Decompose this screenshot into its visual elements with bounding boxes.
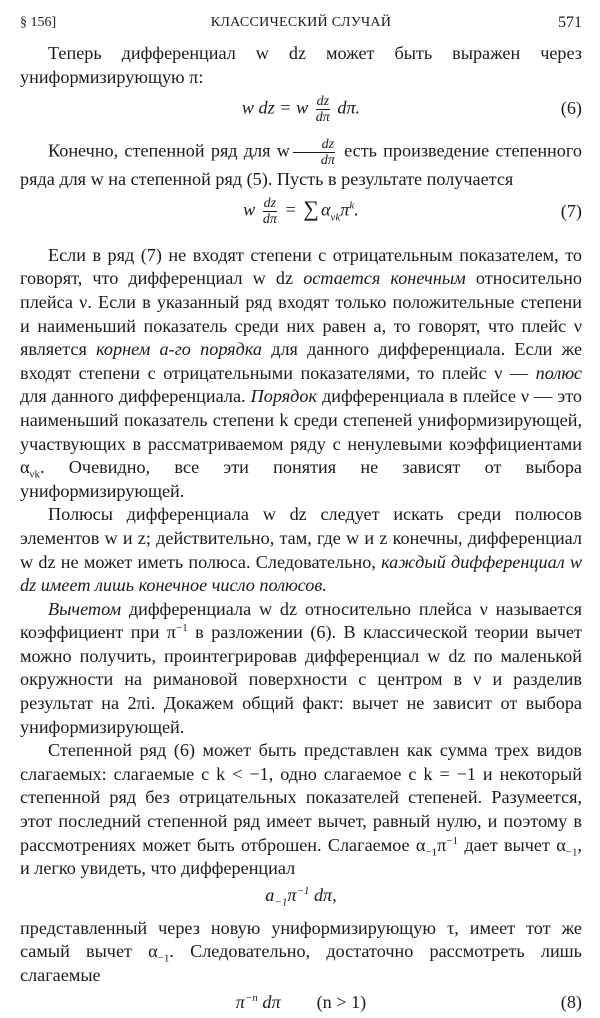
eq8-pi: π [235,991,245,1012]
eq8-rest: dπ [257,991,281,1012]
page-number: 571 [558,14,582,31]
para4-text-1: Полюсы дифференциала w dz следует искать среди полюсов элементов w и z; действительно, там, где w и z конечны, дифференциал w dz не может иметь полюса. Следовательно, [20,504,582,572]
para7-sub-1: −1 [157,953,170,966]
equation-7 [20,192,582,232]
eq7-frac-den: dπ [262,212,277,228]
para5-text-1: дифференциала w dz относительно плейса ν называется коэффициент при π [20,598,582,643]
para6-text-4: , и легко увидеть, что дифференциал [20,834,582,879]
para3-sub-5: νk [29,468,41,481]
para7-text-1: представленный через новую униформизирующую τ, имеет тот же самый вычет α [20,917,582,962]
eqmid-sub: −1 [274,896,288,909]
eq8-sup: −n [244,991,258,1004]
paragraph-7 [20,917,582,988]
para4-emph-1: каждый дифференциал w dz имеет лишь конечное число полюсов. [20,551,582,596]
para3-text-3: для данного дифференциала. Если же входят степени с отрицательными показателями, то плейс ν — [20,339,583,383]
eq7-number: (7) [560,200,582,221]
paragraph-6 [20,739,582,881]
page [20,12,582,1018]
para2-frac-num: dz [293,137,335,153]
para6-sub-1: −1 [425,846,438,859]
paragraph-1: Теперь дифференциал w dz может быть выражен через униформизирующую π: [20,43,582,87]
eq7-fraction [262,196,278,227]
paragraph-5 [20,598,582,740]
paragraph-3 [20,244,582,504]
eq7-base: π [340,199,350,220]
para3-text-6: . Очевидно, все эти понятия не зависят от выбора униформизирующей. [20,457,582,501]
eq6-lhs: w dz = w [241,97,309,118]
para3-text-4: для данного дифференциала. [20,386,251,407]
eq6-fraction [315,94,331,125]
para3-text-5: дифференциала в плейсе ν — это наименьший показатель степени k среди степеней униформизирующей, участвующих в рассматриваемом ряду с ненулевыми коэффициентами α [20,386,583,478]
para3-text-1: Если в ряд (7) не входят степени с отрицательным показателем, то говорят, что дифференциал w dz [20,244,582,289]
para2-pre: Конечно, степенной ряд для w [48,140,290,161]
eq6-frac-num: dz [316,93,330,109]
para6-text-1: Степенной ряд (6) может быть представлен как сумма трех видов слагаемых: слагаемые с k < −1, одно слагаемое с k = −1 и некоторый степенной ряд без отрицательных показателей степеней. Разумеется, этот последний степенной ряд имеет вычет, равный нулю, и поэтому в рассмотрениях может быть отброшен. Слагаемое α [20,740,582,855]
para3-emph-2: корнем a-го порядка [96,339,262,360]
para6-sub-3: −1 [565,846,578,859]
eq7-coef-sub: νk [330,211,341,224]
eq7-frac-num: dz [263,196,277,212]
equation-8 [20,988,582,1018]
equation-residue-term [20,881,582,911]
para6-sup-2: −1 [446,834,459,847]
para3-text-2: относительно плейса ν. Если в указанный ряд входят только положительные степени и наименьший показатель среди них равен a, то говорят, что плейс ν является [20,268,583,360]
para6-text-2: π [437,834,447,855]
eq8-number: (8) [560,991,582,1012]
para2-fraction [292,137,336,168]
para5-emph-1: Вычетом [48,598,122,619]
para3-emph-4: Порядок [250,386,317,407]
eq8-condition: (n > 1) [316,991,367,1012]
para2-frac-den: dπ [320,153,335,169]
para3-emph-3: полюс [535,362,582,383]
para6-text-3: дает вычет α [458,834,566,855]
eq7-exp: k [349,199,355,212]
eqmid-sup: −1 [296,884,310,897]
paragraph-2 [20,137,582,192]
eqmid-a: a [265,885,275,906]
eq7-lhs: w [243,199,256,220]
para3-emph-1: остается конечным [303,268,466,289]
eq7-sum-sign: ∑ [303,195,319,221]
eq6-frac-den: dπ [315,109,330,125]
eq7-equals: = [284,199,297,220]
para5-text-2: в разложении (6). В классической теории вычет можно получить, проинтегрировав дифференциал w dz по маленькой окружности на римановой поверхности с центром в ν и разделив результат на 2πi. Докажем общий факт: вычет не зависит от выбора униформизирующей. [20,622,583,737]
eq7-coef: α [320,199,331,220]
para2-post: есть произведение степенного ряда для w на степенной ряд (5). Пусть в результате получается [20,140,582,190]
running-title: КЛАССИЧЕСКИЙ СЛУЧАЙ [210,15,392,30]
eq6-rhs: dπ. [337,97,361,118]
section-ref: § 156] [20,15,57,30]
para5-sup-1: −1 [176,622,188,635]
para7-text-2: . Следовательно, достаточно рассмотреть лишь слагаемые [20,941,582,985]
eqmid-rest: dπ, [309,885,337,906]
equation-6 [20,89,582,129]
eq7-tail: . [354,199,359,220]
paragraph-4 [20,503,582,597]
page-header [20,12,582,34]
eqmid-pi: π [287,885,297,906]
eq6-number: (6) [560,98,582,119]
